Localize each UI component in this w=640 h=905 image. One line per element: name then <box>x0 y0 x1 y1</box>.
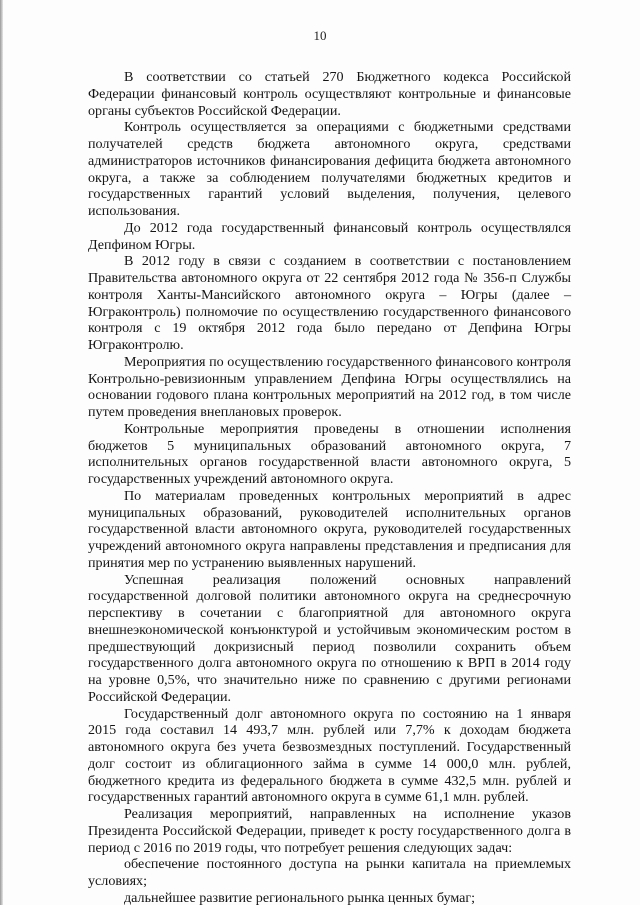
paragraph-yugrakontrol: В 2012 году в связи с созданием в соответствии с постановлением Правительства автономного округа от 22 сентября 2012 года № 356-п Службы контроля Ханты-Мансийского автономного округа – Югры (далее – Юграконтроль) полномочие по осуществлению государственного финансового контроля с 19 октября 2012 года было передано от Депфина Югры Юграконтролю. <box>88 253 571 353</box>
page-edge-shadow <box>0 0 3 905</box>
list-item-capital-access: обеспечение постоянного доступа на рынки капитала на приемлемых условиях; <box>88 856 571 889</box>
page-number: 10 <box>313 28 327 43</box>
paragraph-audit-results: По материалам проведенных контрольных мероприятий в адрес муниципальных образований, руководителей исполнительных органов государственной власти автономного округа, руководителей государственных учреждений автономного округа направлены представления и предписания для принятия мер по устранению выявленных нарушений. <box>88 487 571 571</box>
list-item-securities-market: дальнейшее развитие регионального рынка ценных бумаг; <box>124 889 476 905</box>
paragraph-audit-activities: Мероприятия по осуществлению государственного финансового контроля Контрольно-ревизионным управлением Депфина Югры осуществлялись на основании годового плана контрольных мероприятий на 2012 год, в том числе путем проведения внеплановых проверок. <box>88 353 571 420</box>
paragraph-control-before-2012: До 2012 года государственный финансовый контроль осуществлялся Депфином Югры. <box>88 219 571 253</box>
paragraph-state-debt: Государственный долг автономного округа по состоянию на 1 января 2015 года составил 14 493,7 млн. рублей или 7,7% к доходам бюджета автономного округа без учета безвозмездных поступлений. Государственный долг состоит из облигационного займа в сумме 14 000,0 млн. рублей, бюджетного кредита из федерального бюджета в сумме 432,5 млн. рублей и государственных гарантий автономного округа в сумме 61,1 млн. рублей. <box>88 705 571 806</box>
paragraph-control-operations: Контроль осуществляется за операциями с бюджетными средствами получателей средств бюджета автономного округа, средствами администраторов источников финансирования дефицита бюджета автономного округа, а также за соблюдением получателями бюджетных кредитов и государственных гарантий условий выделения, получения, целевого использования. <box>88 119 571 219</box>
document-body <box>88 69 571 905</box>
paragraph-presidential-decrees: Реализация мероприятий, направленных на исполнение указов Президента Российской Федерации, приведет к росту государственного долга в период с 2016 по 2019 годы, что потребует решения следующих задач: <box>88 806 571 856</box>
paragraph-audits-conducted: Контрольные мероприятия проведены в отношении исполнения бюджетов 5 муниципальных образований автономного округа, 7 исполнительных органов государственной власти автономного округа, 5 государственных учреждений автономного округа. <box>88 420 571 487</box>
paragraph-debt-policy: Успешная реализация положений основных направлений государственной долговой политики автономного округа на среднесрочную перспективу в сочетании с благоприятной для автономного округа внешнеэкономической конъюнктурой и устойчивым экономическим ростом в предшествующий докризисный период позволили сохранить объем государственного долга автономного округа по отношению к ВРП в 2014 году на уровне 0,5%, что значительно ниже по сравнению с другими регионами Российской Федерации. <box>88 571 571 705</box>
paragraph-budget-code: В соответствии со статьей 270 Бюджетного кодекса Российской Федерации финансовый контроль осуществляют контрольные и финансовые органы субъектов Российской Федерации. <box>88 69 571 119</box>
